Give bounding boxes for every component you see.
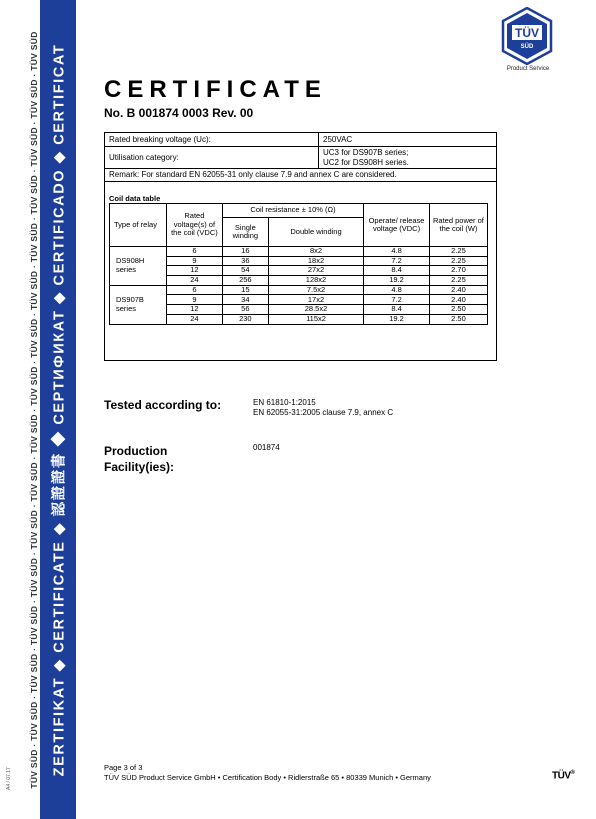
breaking-voltage-row [105, 133, 496, 147]
table-cell: 8.4 [364, 305, 430, 315]
table-cell: 2.50 [429, 314, 487, 324]
table-row [110, 256, 488, 266]
production-value: 001874 [253, 443, 280, 452]
header-operate-voltage: Operate/ release voltage (VDC) [364, 204, 430, 247]
footer [104, 763, 431, 783]
table-cell: 17x2 [268, 295, 363, 305]
table-cell: 34 [222, 295, 268, 305]
table-row [110, 276, 488, 286]
table-cell: 24 [166, 314, 222, 324]
certificate-number: No. B 001874 0003 Rev. 00 [104, 106, 254, 120]
table-cell: 4.8 [364, 285, 430, 295]
table-cell: 7.2 [364, 256, 430, 266]
table-cell: 19.2 [364, 276, 430, 286]
registered-mark: ® [570, 770, 575, 776]
certificate-side-band [40, 0, 76, 819]
utilisation-value-1: UC3 for DS907B series; [323, 148, 409, 157]
header-rated-power: Rated power of the coil (W) [429, 204, 487, 247]
footer-logo [552, 770, 574, 781]
table-cell: 9 [166, 256, 222, 266]
table-cell: 2.25 [429, 247, 487, 257]
header-resistance: Coil resistance ± 10% (Ω) [222, 204, 363, 218]
header-double-winding: Double winding [268, 218, 363, 247]
table-cell: 2.40 [429, 295, 487, 305]
tested-standards [253, 398, 393, 418]
coil-table-caption: Coil data table [109, 194, 161, 203]
specification-frame [104, 132, 497, 361]
table-cell: 8.4 [364, 266, 430, 276]
table-cell: 28.5x2 [268, 305, 363, 315]
table-row [110, 266, 488, 276]
table-cell: 2.70 [429, 266, 487, 276]
logo-brand: TÜV [515, 26, 539, 40]
table-cell: 12 [166, 266, 222, 276]
table-cell: 24 [166, 276, 222, 286]
table-cell: 19.2 [364, 314, 430, 324]
table-row [110, 305, 488, 315]
relay-type-cell: DS908H series [110, 247, 167, 286]
table-cell: 2.50 [429, 305, 487, 315]
remark-text: Remark: For standard EN 62055-31 only clause 7.9 and annex C are considered. [109, 170, 397, 179]
tested-label: Tested according to: [104, 398, 222, 412]
utilisation-row [105, 147, 496, 169]
table-cell: 7.2 [364, 295, 430, 305]
table-cell: 6 [166, 285, 222, 295]
breaking-voltage-value: 250VAC [323, 135, 353, 144]
issuer-address: TÜV SÜD Product Service GmbH • Certification Body • Ridlerstraße 65 • 80339 Munich • Germany [104, 773, 431, 782]
table-cell: 12 [166, 305, 222, 315]
table-cell: 256 [222, 276, 268, 286]
table-cell: 7.5x2 [268, 285, 363, 295]
production-label-2: Facility(ies): [104, 460, 175, 474]
table-cell: 2.40 [429, 285, 487, 295]
tuv-sud-thin-band [28, 0, 40, 819]
header-rated-voltage: Rated voltage(s) of the coil (VDC) [166, 204, 222, 247]
table-cell: 36 [222, 256, 268, 266]
tested-standard-1: EN 61810-1:2015 [253, 398, 316, 407]
table-cell: 15 [222, 285, 268, 295]
header-single-winding: Single winding [222, 218, 268, 247]
table-cell: 8x2 [268, 247, 363, 257]
utilisation-label: Utilisation category: [109, 153, 179, 162]
tuv-sud-band-text: TÜV SÜD · TÜV SÜD · TÜV SÜD · TÜV SÜD · TÜV SÜD · TÜV SÜD · TÜV SÜD · TÜV SÜD · TÜV SÜD · TÜV SÜD · TÜV SÜD · TÜV SÜD · TÜV SÜD · TÜV SÜD · TÜV SÜD · TÜV SÜD [29, 30, 39, 789]
table-row [110, 314, 488, 324]
table-cell: 16 [222, 247, 268, 257]
table-row [110, 295, 488, 305]
table-cell: 128x2 [268, 276, 363, 286]
table-cell: 2.25 [429, 276, 487, 286]
page-number: Page 3 of 3 [104, 763, 143, 772]
tested-standard-2: EN 62055-31:2005 clause 7.9, annex C [253, 408, 394, 417]
table-cell: 6 [166, 247, 222, 257]
utilisation-value [323, 148, 409, 168]
utilisation-value-2: UC2 for DS908H series. [323, 158, 409, 167]
table-row [110, 247, 488, 257]
table-cell: 9 [166, 295, 222, 305]
table-cell: 230 [222, 314, 268, 324]
page-title: CERTIFICATE [104, 76, 327, 103]
table-cell: 56 [222, 305, 268, 315]
form-code: A4 / 07.17 [6, 767, 12, 790]
relay-type-cell: DS907B series [110, 285, 167, 324]
footer-logo-text: TÜV [552, 770, 571, 782]
table-cell: 18x2 [268, 256, 363, 266]
coil-data-table [109, 203, 488, 325]
tuv-logo-icon [500, 7, 554, 65]
header-type: Type of relay [110, 204, 167, 247]
table-cell: 4.8 [364, 247, 430, 257]
table-cell: 54 [222, 266, 268, 276]
table-cell: 27x2 [268, 266, 363, 276]
production-label [104, 443, 174, 475]
logo-sub: SÜD [520, 44, 534, 50]
table-cell: 115x2 [268, 314, 363, 324]
table-row [110, 285, 488, 295]
certificate-band-text: ZERTIFIKAT ◆ CERTIFICATE ◆ 認證證書 ◆ СЕРТИФИКАТ ◆ CERTIFICADO ◆ CERTIFICAT [51, 43, 68, 776]
breaking-voltage-label: Rated breaking voltage (Uc): [109, 135, 211, 144]
table-cell: 2.25 [429, 256, 487, 266]
logo-caption: Product Service [506, 66, 550, 72]
production-label-1: Production [104, 444, 168, 458]
